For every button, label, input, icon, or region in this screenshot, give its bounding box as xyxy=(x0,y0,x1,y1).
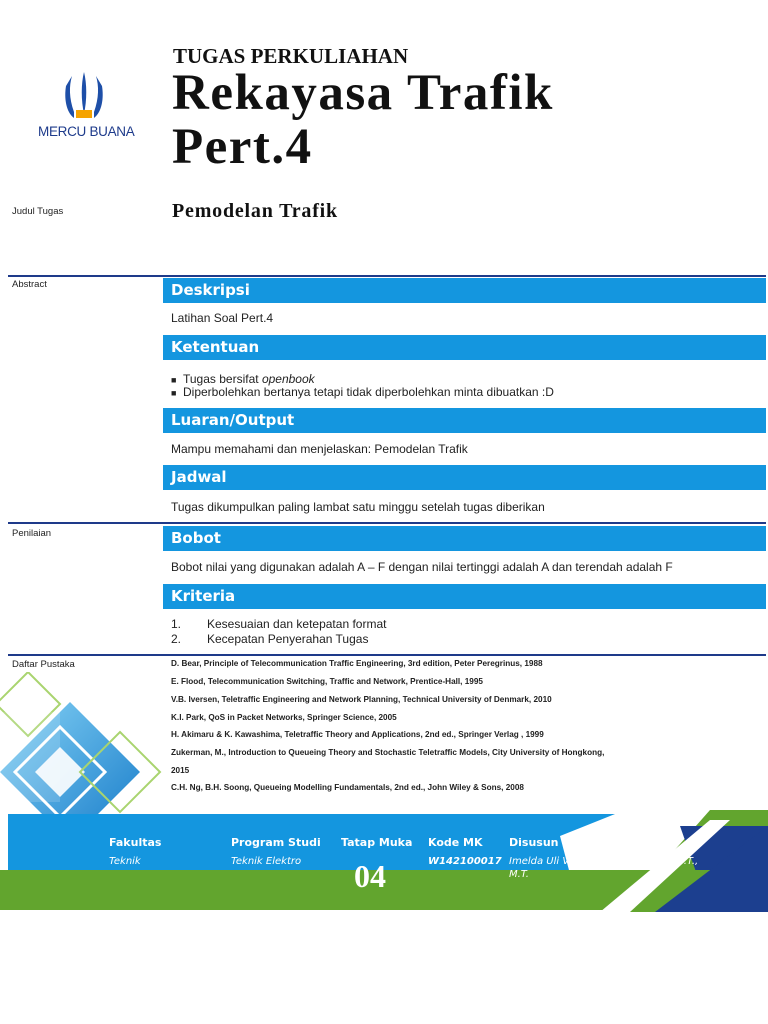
title-line-2: Pert.4 xyxy=(172,119,313,175)
ketentuan-heading: Ketentuan xyxy=(163,335,766,360)
footer-penyusun-label: Disusun Oleh xyxy=(509,836,591,849)
reference-item: E. Flood, Telecommunication Switching, Traffic and Network, Prentice-Hall, 1995 xyxy=(171,677,483,686)
bobot-heading: Bobot xyxy=(163,526,766,551)
deskripsi-heading: Deskripsi xyxy=(163,278,766,303)
reference-item: K.I. Park, QoS in Packet Networks, Springer Science, 2005 xyxy=(171,713,397,722)
penilaian-label: Penilaian xyxy=(12,528,52,539)
reference-item: V.B. Iversen, Teletraffic Engineering and Network Planning, Technical University of Denmark, 2010 xyxy=(171,695,552,704)
bullet-icon: ■ xyxy=(171,388,177,398)
bullet-icon: ■ xyxy=(171,375,177,385)
divider xyxy=(8,275,163,277)
footer-fakultas-label: Fakultas xyxy=(109,836,162,849)
deskripsi-text: Latihan Soal Pert.4 xyxy=(171,311,274,325)
bobot-text: Bobot nilai yang digunakan adalah A – F dengan nilai tertinggi adalah A dan terendah adalah F xyxy=(171,560,673,574)
page-title xyxy=(172,66,554,174)
logo-wordmark: MERCU BUANA xyxy=(38,124,135,139)
jadwal-heading: Jadwal xyxy=(163,465,766,490)
kriteria-item: 1. Kesesuaian dan ketepatan format xyxy=(171,617,387,631)
reference-item: H. Akimaru & K. Kawashima, Teletraffic Theory and Applications, 2nd ed., Springer Verlag , 1999 xyxy=(171,730,544,739)
footer-tatap-label: Tatap Muka xyxy=(341,836,413,849)
footer-kode-label: Kode MK xyxy=(428,836,483,849)
luaran-heading: Luaran/Output xyxy=(163,408,766,433)
footer-decoration-front xyxy=(560,796,768,912)
kriteria-item: 2. Kecepatan Penyerahan Tugas xyxy=(171,632,369,646)
pustaka-label: Daftar Pustaka xyxy=(12,659,75,670)
divider xyxy=(8,522,163,524)
jadwal-text: Tugas dikumpulkan paling lambat satu minggu setelah tugas diberikan xyxy=(171,500,545,514)
divider xyxy=(163,275,766,277)
divider xyxy=(8,654,163,656)
kriteria-heading: Kriteria xyxy=(163,584,766,609)
footer-prodi-label: Program Studi xyxy=(231,836,321,849)
divider xyxy=(163,654,766,656)
footer-prodi-value: Teknik Elektro xyxy=(231,856,302,867)
reference-item: D. Bear, Principle of Telecommunication Traffic Engineering, 3rd edition, Peter Peregrinus, 1988 xyxy=(171,659,543,668)
luaran-text: Mampu memahami dan menjelaskan: Pemodelan Trafik xyxy=(171,442,468,456)
title-line-1: Rekayasa Trafik xyxy=(172,65,554,121)
page-subtitle: TUGAS PERKULIAHAN xyxy=(173,44,409,68)
ketentuan-item: ■ Diperbolehkan bertanya tetapi tidak diperbolehkan minta dibuatkan :D xyxy=(171,385,554,399)
footer-fakultas-value: Teknik xyxy=(109,856,141,867)
reference-item: 2015 xyxy=(171,766,190,775)
footer-penyusun-value-2: M.T. xyxy=(509,869,529,880)
abstract-label: Abstract xyxy=(12,279,47,290)
footer-tatap-value: 04 xyxy=(354,858,386,894)
footer-penyusun-value: Imelda Uli Vistalina Simanjuntak, S.T., xyxy=(509,856,699,867)
judul-label: Judul Tugas xyxy=(12,206,64,217)
judul-value: Pemodelan Trafik xyxy=(172,200,338,222)
reference-item: Zukerman, M., Introduction to Queueing Theory and Stochastic Teletraffic Models, City University of Hongkong, xyxy=(171,748,605,757)
footer-kode-value: W142100017 xyxy=(428,856,502,867)
ketentuan-item: ■ Tugas bersifat openbook xyxy=(171,372,315,386)
divider xyxy=(163,522,766,524)
reference-item: C.H. Ng, B.H. Soong, Queueing Modelling Fundamentals, 2nd ed., John Wiley & Sons, 2008 xyxy=(171,783,524,792)
